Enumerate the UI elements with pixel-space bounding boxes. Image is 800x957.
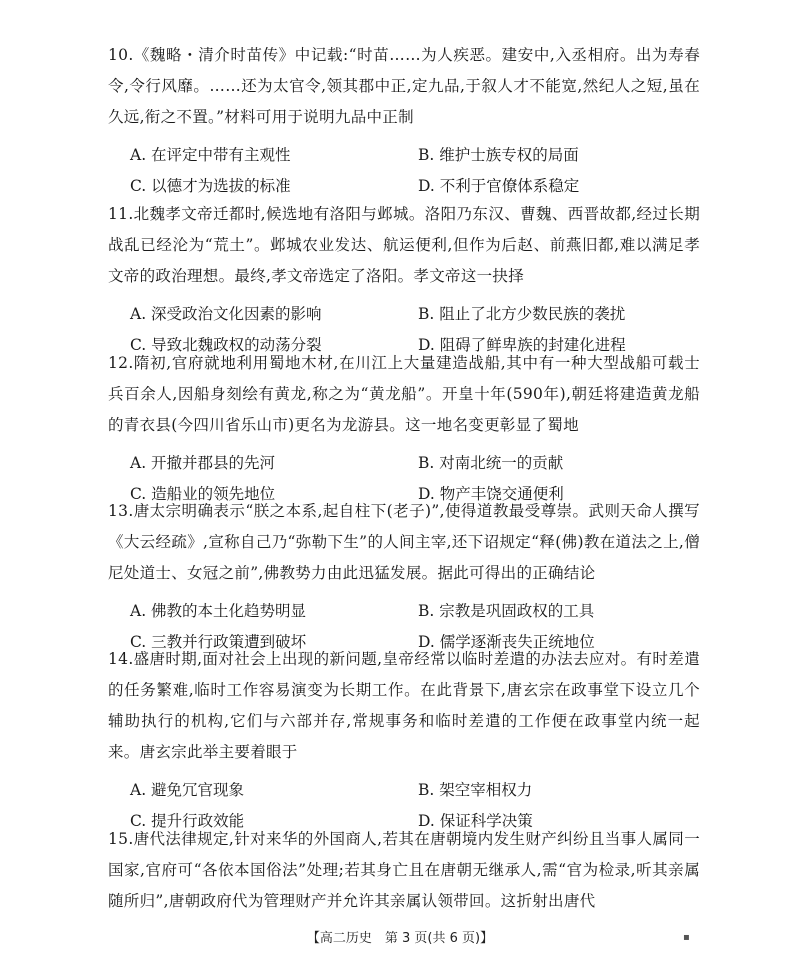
question-13 bbox=[108, 496, 700, 658]
option-a[interactable]: A. 避免冗官现象 bbox=[130, 781, 245, 799]
option-a[interactable]: A. 开撤并郡县的先河 bbox=[130, 454, 276, 472]
option-list bbox=[108, 140, 700, 202]
question-stem: 12.隋初,官府就地利用蜀地木材,在川江上大量建造战船,其中有一种大型战船可载士兵百余人,因船身刻绘有黄龙,称之为“黄龙船”。开皇十年(590年),朝廷将建造黄龙船的青衣县(今四川省乐山市)更名为龙游县。这一地名变更彰显了蜀地 bbox=[108, 354, 700, 434]
question-11 bbox=[108, 199, 700, 361]
option-a[interactable]: A. 在评定中带有主观性 bbox=[130, 146, 291, 164]
option-c[interactable]: C. 导致北魏政权的动荡分裂 bbox=[130, 336, 322, 354]
option-d[interactable]: D. 保证科学决策 bbox=[418, 812, 533, 830]
question-15 bbox=[108, 824, 700, 917]
option-b[interactable]: B. 架空宰相权力 bbox=[418, 781, 533, 799]
question-stem: 13.唐太宗明确表示“朕之本系,起自柱下(老子)”,使得道教最受尊崇。武则天命人撰写《大云经疏》,宣称自己乃“弥勒下生”的人间主宰,还下诏规定“释(佛)教在道法之上,僧尼处道士、女冠之前”,佛教势力由此迅猛发展。据此可得出的正确结论 bbox=[108, 502, 700, 582]
option-c[interactable]: C. 提升行政效能 bbox=[130, 812, 245, 830]
option-d[interactable]: D. 物产丰饶交通便利 bbox=[418, 485, 564, 503]
option-c[interactable]: C. 以德才为选拔的标准 bbox=[130, 177, 291, 195]
corner-mark: ▪ bbox=[683, 932, 690, 943]
page-footer: 【高二历史 第 3 页(共 6 页)】 bbox=[306, 931, 494, 946]
question-12 bbox=[108, 348, 700, 510]
option-c[interactable]: C. 造船业的领先地位 bbox=[130, 485, 276, 503]
option-c[interactable]: C. 三教并行政策遭到破坏 bbox=[130, 633, 307, 651]
option-d[interactable]: D. 儒学逐渐丧失正统地位 bbox=[418, 633, 595, 651]
option-b[interactable]: B. 宗教是巩固政权的工具 bbox=[418, 602, 595, 620]
question-stem: 14.盛唐时期,面对社会上出现的新问题,皇帝经常以临时差遣的办法去应对。有时差遣的任务繁难,临时工作容易演变为长期工作。在此背景下,唐玄宗在政事堂下设立几个辅助执行的机构,它们与六部并存,常规事务和临时差遣的工作便在政事堂内统一起来。唐玄宗此举主要着眼于 bbox=[108, 650, 700, 761]
option-d[interactable]: D. 阻碍了鲜卑族的封建化进程 bbox=[418, 336, 626, 354]
question-10 bbox=[108, 40, 700, 202]
option-b[interactable]: B. 阻止了北方少数民族的袭扰 bbox=[418, 305, 626, 323]
question-14 bbox=[108, 644, 700, 837]
option-a[interactable]: A. 深受政治文化因素的影响 bbox=[130, 305, 322, 323]
option-b[interactable]: B. 维护士族专权的局面 bbox=[418, 146, 579, 164]
option-d[interactable]: D. 不利于官僚体系稳定 bbox=[418, 177, 580, 195]
question-stem: 10.《魏略・清介时苗传》中记载:“时苗……为人疾恶。建安中,入丞相府。出为寿春令,令行风靡。……还为太官令,领其郡中正,定九品,于叙人才不能宽,然纪人之短,虽在久远,衔之不置。”材料可用于说明九品中正制 bbox=[108, 46, 700, 126]
question-stem: 11.北魏孝文帝迁都时,候选地有洛阳与邺城。洛阳乃东汉、曹魏、西晋故都,经过长期战乱已经沦为“荒土”。邺城农业发达、航运便利,但作为后赵、前燕旧都,难以满足孝文帝的政治理想。最终,孝文帝选定了洛阳。孝文帝这一抉择 bbox=[108, 205, 700, 285]
question-stem: 15.唐代法律规定,针对来华的外国商人,若其在唐朝境内发生财产纠纷且当事人属同一国家,官府可“各依本国俗法”处理;若其身亡且在唐朝无继承人,需“官为检录,听其亲属随所归”,唐朝政府代为管理财产并允许其亲属认领带回。这折射出唐代 bbox=[108, 830, 700, 910]
option-b[interactable]: B. 对南北统一的贡献 bbox=[418, 454, 564, 472]
option-a[interactable]: A. 佛教的本土化趋势明显 bbox=[130, 602, 307, 620]
